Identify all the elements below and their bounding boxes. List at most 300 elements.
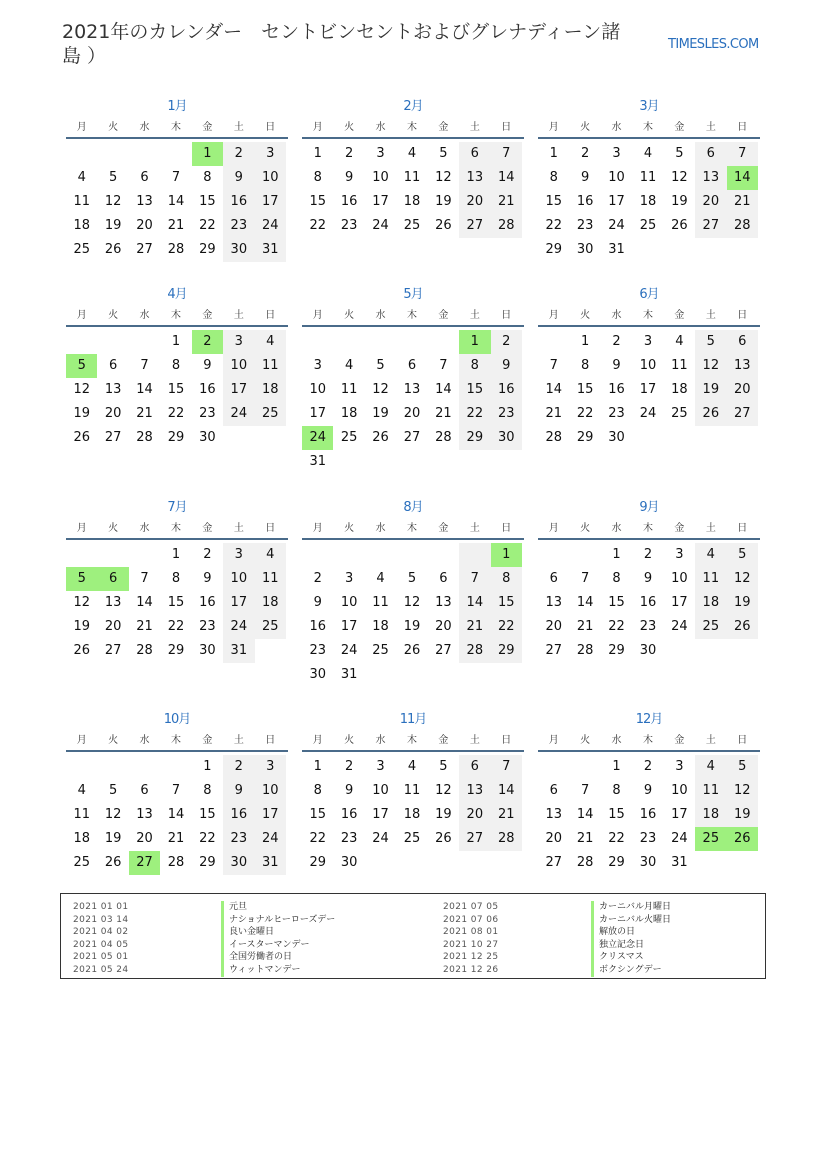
day-cell[interactable]: 25 [340,430,358,445]
day-cell[interactable]: 19 [727,591,758,615]
day-cell[interactable]: 18 [340,406,358,421]
day-cell[interactable]: 11 [671,358,688,373]
day-cell[interactable]: 31 [223,639,254,663]
day-cell[interactable]: 21 [491,190,522,214]
day-cell[interactable]: 16 [199,595,216,610]
day-cell[interactable]: 21 [136,619,153,634]
day-cell[interactable]: 12 [695,354,726,378]
day-cell[interactable]: 13 [545,807,562,822]
holiday-day-cell[interactable]: 25 [695,827,726,851]
day-cell[interactable]: 30 [223,851,254,875]
day-cell[interactable]: 7 [580,571,590,586]
day-cell[interactable]: 5 [439,759,448,774]
day-cell[interactable]: 20 [136,831,153,846]
day-cell[interactable]: 2 [491,330,522,354]
day-cell[interactable]: 15 [608,807,625,822]
day-cell[interactable]: 2 [580,146,590,161]
day-cell[interactable]: 4 [407,759,417,774]
day-cell[interactable]: 24 [372,831,389,846]
day-cell[interactable]: 27 [459,827,490,851]
day-cell[interactable]: 30 [639,643,657,658]
day-cell[interactable]: 12 [727,567,758,591]
day-cell[interactable]: 16 [340,807,358,822]
day-cell[interactable]: 3 [376,146,385,161]
day-cell[interactable]: 22 [199,218,216,233]
day-cell[interactable]: 15 [167,382,185,397]
day-cell[interactable]: 8 [313,170,322,185]
day-cell[interactable]: 14 [167,807,185,822]
day-cell[interactable]: 20 [727,378,758,402]
day-cell[interactable]: 13 [403,382,421,397]
holiday-day-cell[interactable]: 1 [491,543,522,567]
day-cell[interactable]: 26 [403,643,421,658]
day-cell[interactable]: 17 [639,382,657,397]
day-cell[interactable]: 18 [73,218,90,233]
day-cell[interactable]: 20 [104,619,122,634]
day-cell[interactable]: 7 [727,142,758,166]
day-cell[interactable]: 19 [671,194,688,209]
day-cell[interactable]: 18 [255,591,286,615]
day-cell[interactable]: 5 [376,358,385,373]
day-cell[interactable]: 24 [608,218,625,233]
day-cell[interactable]: 28 [435,430,452,445]
day-cell[interactable]: 30 [199,643,216,658]
day-cell[interactable]: 6 [439,571,448,586]
day-cell[interactable]: 16 [608,382,625,397]
day-cell[interactable]: 8 [203,783,212,798]
day-cell[interactable]: 12 [372,382,389,397]
day-cell[interactable]: 17 [255,803,286,827]
day-cell[interactable]: 9 [313,595,322,610]
day-cell[interactable]: 24 [671,619,688,634]
day-cell[interactable]: 3 [255,142,286,166]
day-cell[interactable]: 20 [459,803,490,827]
day-cell[interactable]: 13 [104,382,122,397]
day-cell[interactable]: 14 [491,779,522,803]
day-cell[interactable]: 3 [675,547,684,562]
day-cell[interactable]: 2 [344,759,354,774]
day-cell[interactable]: 21 [727,190,758,214]
day-cell[interactable]: 5 [695,330,726,354]
day-cell[interactable]: 8 [459,354,490,378]
day-cell[interactable]: 25 [73,855,90,870]
day-cell[interactable]: 8 [203,170,212,185]
day-cell[interactable]: 9 [344,170,354,185]
day-cell[interactable]: 12 [104,807,122,822]
day-cell[interactable]: 23 [309,643,326,658]
day-cell[interactable]: 8 [171,571,181,586]
day-cell[interactable]: 29 [167,430,185,445]
day-cell[interactable]: 8 [171,358,181,373]
day-cell[interactable]: 31 [671,855,688,870]
day-cell[interactable]: 19 [695,378,726,402]
day-cell[interactable]: 29 [491,639,522,663]
day-cell[interactable]: 13 [459,779,490,803]
day-cell[interactable]: 12 [104,194,122,209]
day-cell[interactable]: 13 [459,166,490,190]
day-cell[interactable]: 16 [309,619,326,634]
day-cell[interactable]: 12 [73,382,90,397]
day-cell[interactable]: 22 [167,619,185,634]
day-cell[interactable]: 24 [223,402,254,426]
day-cell[interactable]: 9 [223,166,254,190]
day-cell[interactable]: 26 [435,218,452,233]
day-cell[interactable]: 29 [608,643,625,658]
day-cell[interactable]: 27 [727,402,758,426]
day-cell[interactable]: 2 [223,755,254,779]
day-cell[interactable]: 4 [77,783,86,798]
day-cell[interactable]: 19 [403,619,421,634]
day-cell[interactable]: 23 [199,406,216,421]
day-cell[interactable]: 5 [439,146,448,161]
day-cell[interactable]: 28 [136,430,153,445]
day-cell[interactable]: 10 [608,170,625,185]
day-cell[interactable]: 22 [608,831,625,846]
day-cell[interactable]: 15 [199,807,216,822]
day-cell[interactable]: 25 [403,218,421,233]
day-cell[interactable]: 29 [576,430,594,445]
day-cell[interactable]: 21 [136,406,153,421]
day-cell[interactable]: 22 [199,831,216,846]
day-cell[interactable]: 9 [491,354,522,378]
day-cell[interactable]: 11 [403,783,421,798]
day-cell[interactable]: 2 [313,571,322,586]
holiday-day-cell[interactable]: 5 [66,567,97,591]
day-cell[interactable]: 17 [608,194,625,209]
day-cell[interactable]: 9 [643,783,653,798]
day-cell[interactable]: 14 [491,166,522,190]
day-cell[interactable]: 17 [223,378,254,402]
day-cell[interactable]: 16 [340,194,358,209]
day-cell[interactable]: 18 [372,619,389,634]
day-cell[interactable]: 29 [199,855,216,870]
day-cell[interactable]: 24 [255,214,286,238]
day-cell[interactable]: 10 [372,783,389,798]
day-cell[interactable]: 13 [727,354,758,378]
day-cell[interactable]: 5 [108,783,118,798]
day-cell[interactable]: 17 [372,807,389,822]
holiday-day-cell[interactable]: 27 [129,851,160,875]
day-cell[interactable]: 9 [223,779,254,803]
day-cell[interactable]: 29 [309,855,326,870]
day-cell[interactable]: 4 [407,146,417,161]
day-cell[interactable]: 27 [545,643,562,658]
day-cell[interactable]: 7 [171,783,181,798]
holiday-day-cell[interactable]: 24 [302,426,333,450]
day-cell[interactable]: 30 [309,667,326,682]
day-cell[interactable]: 4 [344,358,354,373]
day-cell[interactable]: 24 [340,643,358,658]
day-cell[interactable]: 7 [549,358,558,373]
day-cell[interactable]: 6 [549,571,558,586]
day-cell[interactable]: 19 [372,406,389,421]
day-cell[interactable]: 28 [576,643,594,658]
day-cell[interactable]: 26 [104,242,122,257]
day-cell[interactable]: 7 [491,142,522,166]
day-cell[interactable]: 7 [580,783,590,798]
day-cell[interactable]: 28 [491,214,522,238]
day-cell[interactable]: 17 [223,591,254,615]
day-cell[interactable]: 26 [435,831,452,846]
day-cell[interactable]: 29 [545,242,562,257]
day-cell[interactable]: 19 [104,831,122,846]
day-cell[interactable]: 10 [372,170,389,185]
day-cell[interactable]: 22 [491,615,522,639]
day-cell[interactable]: 21 [545,406,562,421]
day-cell[interactable]: 29 [459,426,490,450]
day-cell[interactable]: 19 [73,619,90,634]
day-cell[interactable]: 7 [459,567,490,591]
day-cell[interactable]: 18 [255,378,286,402]
day-cell[interactable]: 7 [140,358,149,373]
day-cell[interactable]: 3 [223,543,254,567]
day-cell[interactable]: 29 [167,643,185,658]
day-cell[interactable]: 25 [73,242,90,257]
day-cell[interactable]: 9 [344,783,354,798]
day-cell[interactable]: 23 [223,827,254,851]
day-cell[interactable]: 28 [167,855,185,870]
day-cell[interactable]: 11 [695,779,726,803]
day-cell[interactable]: 15 [199,194,216,209]
day-cell[interactable]: 31 [255,851,286,875]
day-cell[interactable]: 26 [73,430,90,445]
day-cell[interactable]: 27 [136,242,153,257]
day-cell[interactable]: 6 [459,755,490,779]
day-cell[interactable]: 3 [675,759,684,774]
day-cell[interactable]: 26 [73,643,90,658]
day-cell[interactable]: 28 [491,827,522,851]
day-cell[interactable]: 1 [313,146,322,161]
day-cell[interactable]: 7 [439,358,448,373]
day-cell[interactable]: 2 [223,142,254,166]
brand-logo[interactable]: TIMESLES.COM [668,37,759,52]
day-cell[interactable]: 9 [203,571,212,586]
day-cell[interactable]: 10 [255,779,286,803]
day-cell[interactable]: 1 [612,547,621,562]
day-cell[interactable]: 18 [403,807,421,822]
day-cell[interactable]: 13 [695,166,726,190]
day-cell[interactable]: 18 [695,803,726,827]
day-cell[interactable]: 5 [675,146,684,161]
day-cell[interactable]: 15 [608,595,625,610]
day-cell[interactable]: 1 [171,547,181,562]
day-cell[interactable]: 13 [136,807,153,822]
day-cell[interactable]: 22 [608,619,625,634]
day-cell[interactable]: 20 [695,190,726,214]
day-cell[interactable]: 16 [199,382,216,397]
day-cell[interactable]: 12 [403,595,421,610]
day-cell[interactable]: 6 [727,330,758,354]
day-cell[interactable]: 27 [403,430,421,445]
day-cell[interactable]: 12 [73,595,90,610]
day-cell[interactable]: 26 [695,402,726,426]
day-cell[interactable]: 31 [608,242,625,257]
day-cell[interactable]: 14 [136,382,153,397]
day-cell[interactable]: 4 [255,330,286,354]
day-cell[interactable]: 14 [576,807,594,822]
day-cell[interactable]: 26 [671,218,688,233]
day-cell[interactable]: 8 [549,170,558,185]
day-cell[interactable]: 1 [580,334,590,349]
day-cell[interactable]: 10 [309,382,326,397]
day-cell[interactable]: 29 [608,855,625,870]
day-cell[interactable]: 11 [255,567,286,591]
day-cell[interactable]: 15 [309,807,326,822]
day-cell[interactable]: 22 [309,831,326,846]
day-cell[interactable]: 7 [491,755,522,779]
day-cell[interactable]: 31 [340,667,358,682]
day-cell[interactable]: 21 [459,615,490,639]
day-cell[interactable]: 18 [639,194,657,209]
day-cell[interactable]: 24 [223,615,254,639]
day-cell[interactable]: 19 [435,807,452,822]
day-cell[interactable]: 19 [727,803,758,827]
day-cell[interactable]: 16 [639,807,657,822]
day-cell[interactable]: 12 [727,779,758,803]
day-cell[interactable]: 11 [695,567,726,591]
day-cell[interactable]: 1 [612,759,621,774]
day-cell[interactable]: 30 [576,242,594,257]
day-cell[interactable]: 17 [671,595,688,610]
day-cell[interactable]: 31 [255,238,286,262]
day-cell[interactable]: 20 [104,406,122,421]
day-cell[interactable]: 14 [459,591,490,615]
day-cell[interactable]: 28 [545,430,562,445]
day-cell[interactable]: 14 [576,595,594,610]
day-cell[interactable]: 27 [104,430,122,445]
day-cell[interactable]: 8 [491,567,522,591]
day-cell[interactable]: 15 [459,378,490,402]
day-cell[interactable]: 12 [435,170,452,185]
day-cell[interactable]: 21 [167,218,185,233]
day-cell[interactable]: 5 [108,170,118,185]
day-cell[interactable]: 6 [108,358,118,373]
day-cell[interactable]: 15 [167,595,185,610]
holiday-day-cell[interactable]: 1 [459,330,490,354]
day-cell[interactable]: 16 [223,190,254,214]
day-cell[interactable]: 4 [77,170,86,185]
day-cell[interactable]: 29 [199,242,216,257]
day-cell[interactable]: 22 [167,406,185,421]
day-cell[interactable]: 15 [545,194,562,209]
day-cell[interactable]: 14 [136,595,153,610]
day-cell[interactable]: 16 [491,378,522,402]
day-cell[interactable]: 25 [255,402,286,426]
day-cell[interactable]: 14 [435,382,452,397]
holiday-day-cell[interactable]: 2 [192,330,223,354]
day-cell[interactable]: 19 [104,218,122,233]
day-cell[interactable]: 2 [203,547,212,562]
day-cell[interactable]: 22 [576,406,594,421]
day-cell[interactable]: 23 [223,214,254,238]
day-cell[interactable]: 2 [643,759,653,774]
day-cell[interactable]: 1 [549,146,558,161]
day-cell[interactable]: 30 [639,855,657,870]
day-cell[interactable]: 18 [671,382,688,397]
day-cell[interactable]: 17 [372,194,389,209]
day-cell[interactable]: 9 [580,170,590,185]
day-cell[interactable]: 21 [576,831,594,846]
day-cell[interactable]: 11 [403,170,421,185]
day-cell[interactable]: 23 [608,406,625,421]
day-cell[interactable]: 6 [459,142,490,166]
day-cell[interactable]: 4 [255,543,286,567]
day-cell[interactable]: 2 [643,547,653,562]
day-cell[interactable]: 12 [435,783,452,798]
day-cell[interactable]: 17 [340,619,358,634]
day-cell[interactable]: 14 [545,382,562,397]
day-cell[interactable]: 28 [576,855,594,870]
day-cell[interactable]: 25 [639,218,657,233]
day-cell[interactable]: 25 [255,615,286,639]
day-cell[interactable]: 4 [695,543,726,567]
day-cell[interactable]: 23 [639,619,657,634]
day-cell[interactable]: 3 [612,146,621,161]
day-cell[interactable]: 23 [340,218,358,233]
day-cell[interactable]: 4 [695,755,726,779]
day-cell[interactable]: 28 [167,242,185,257]
day-cell[interactable]: 5 [727,755,758,779]
day-cell[interactable]: 24 [372,218,389,233]
day-cell[interactable]: 20 [403,406,421,421]
holiday-day-cell[interactable]: 5 [66,354,97,378]
day-cell[interactable]: 23 [340,831,358,846]
day-cell[interactable]: 21 [167,831,185,846]
day-cell[interactable]: 4 [376,571,385,586]
day-cell[interactable]: 13 [136,194,153,209]
day-cell[interactable]: 24 [671,831,688,846]
day-cell[interactable]: 10 [223,354,254,378]
day-cell[interactable]: 28 [459,639,490,663]
day-cell[interactable]: 10 [671,571,688,586]
day-cell[interactable]: 23 [576,218,594,233]
day-cell[interactable]: 17 [309,406,326,421]
day-cell[interactable]: 24 [639,406,657,421]
day-cell[interactable]: 5 [727,543,758,567]
day-cell[interactable]: 30 [199,430,216,445]
day-cell[interactable]: 20 [136,218,153,233]
day-cell[interactable]: 8 [580,358,590,373]
day-cell[interactable]: 11 [372,595,389,610]
day-cell[interactable]: 16 [639,595,657,610]
day-cell[interactable]: 19 [73,406,90,421]
day-cell[interactable]: 8 [612,783,621,798]
day-cell[interactable]: 20 [459,190,490,214]
day-cell[interactable]: 25 [671,406,688,421]
day-cell[interactable]: 3 [255,755,286,779]
day-cell[interactable]: 23 [639,831,657,846]
day-cell[interactable]: 25 [695,615,726,639]
day-cell[interactable]: 3 [313,358,322,373]
holiday-day-cell[interactable]: 26 [727,827,758,851]
day-cell[interactable]: 20 [435,619,452,634]
day-cell[interactable]: 28 [136,643,153,658]
day-cell[interactable]: 31 [309,454,326,469]
day-cell[interactable]: 6 [140,783,149,798]
day-cell[interactable]: 1 [313,759,322,774]
day-cell[interactable]: 11 [340,382,358,397]
day-cell[interactable]: 22 [459,402,490,426]
day-cell[interactable]: 12 [671,170,688,185]
day-cell[interactable]: 4 [675,334,684,349]
day-cell[interactable]: 21 [435,406,452,421]
day-cell[interactable]: 15 [491,591,522,615]
day-cell[interactable]: 18 [403,194,421,209]
day-cell[interactable]: 2 [344,146,354,161]
day-cell[interactable]: 30 [491,426,522,450]
day-cell[interactable]: 18 [695,591,726,615]
day-cell[interactable]: 11 [73,194,90,209]
